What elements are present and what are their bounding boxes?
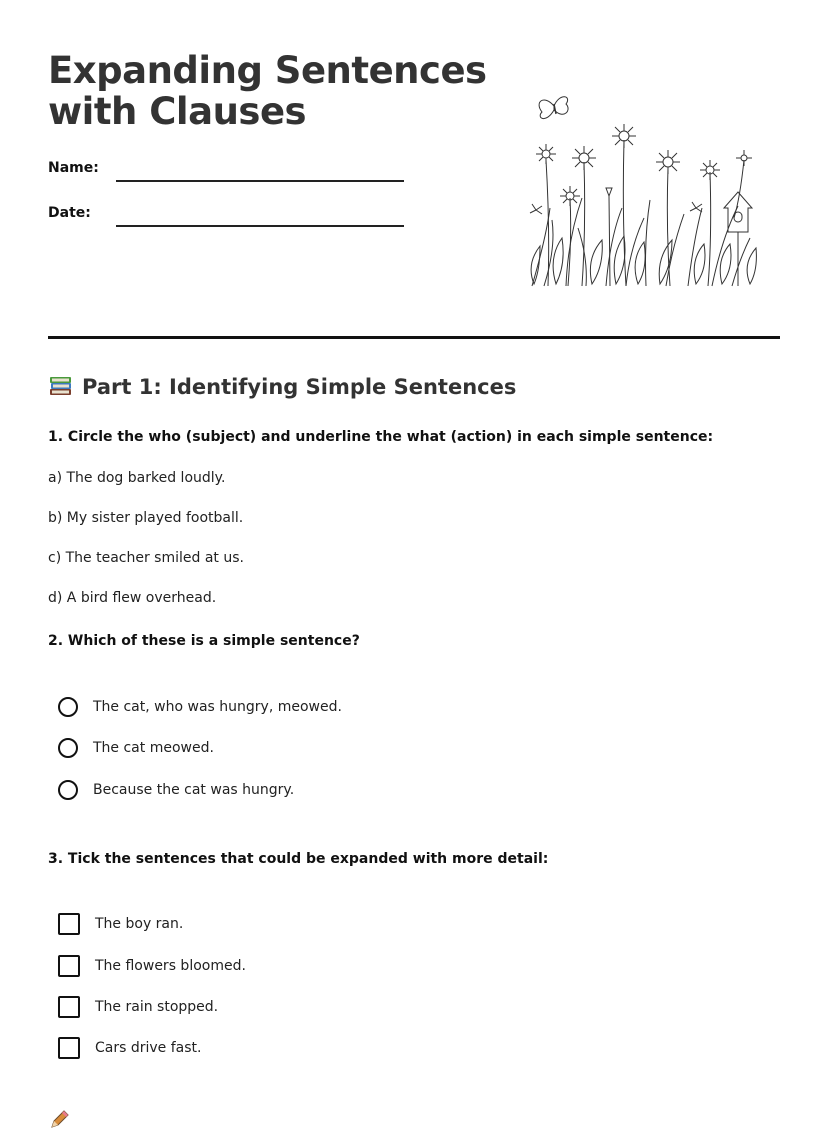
name-field-line[interactable]: [116, 180, 404, 182]
radio-button[interactable]: [58, 697, 78, 717]
sentence-item: a) The dog barked loudly.: [48, 470, 226, 486]
part2-heading: [48, 1108, 78, 1132]
title-line-1: Expanding Sentences: [48, 49, 487, 92]
flower-garden-illustration: [526, 88, 762, 294]
checkbox[interactable]: [58, 913, 80, 935]
q3-option-label: The flowers bloomed.: [95, 958, 246, 974]
q3-option-label: The boy ran.: [95, 916, 184, 932]
title-line-2: with Clauses: [48, 90, 307, 133]
date-label: Date:: [48, 205, 91, 221]
part1-heading-text: Part 1: Identifying Simple Sentences: [82, 375, 517, 399]
sentence-item: d) A bird flew overhead.: [48, 590, 217, 606]
checkbox[interactable]: [58, 1037, 80, 1059]
q2-option[interactable]: [58, 735, 214, 761]
butterfly-icon: [539, 97, 568, 119]
checkbox[interactable]: [58, 955, 80, 977]
worksheet-page: [48, 0, 780, 1118]
date-field-line[interactable]: [116, 225, 404, 227]
q3-option[interactable]: [58, 953, 246, 979]
q3-option[interactable]: [58, 994, 218, 1020]
sentence-item: b) My sister played football.: [48, 510, 244, 526]
question-3-prompt: 3. Tick the sentences that could be expanded with more detail:: [48, 851, 549, 867]
q3-option-label: Cars drive fast.: [95, 1040, 202, 1056]
worksheet-title: [48, 50, 488, 132]
pencil-icon: [48, 1109, 70, 1131]
question-1-prompt: 1. Circle the who (subject) and underline the what (action) in each simple sentence:: [48, 429, 714, 445]
sentence-item: c) The teacher smiled at us.: [48, 550, 244, 566]
q2-option-label: Because the cat was hungry.: [93, 782, 295, 798]
q3-option[interactable]: [58, 1035, 201, 1061]
q3-option[interactable]: [58, 911, 183, 937]
q2-option-label: The cat, who was hungry, meowed.: [93, 699, 342, 715]
section-divider: [48, 336, 780, 339]
part1-heading: [48, 374, 516, 399]
radio-button[interactable]: [58, 780, 78, 800]
checkbox[interactable]: [58, 996, 80, 1018]
books-icon: [48, 374, 74, 398]
q2-option[interactable]: [58, 694, 342, 720]
q3-option-label: The rain stopped.: [95, 999, 219, 1015]
question-2-prompt: 2. Which of these is a simple sentence?: [48, 633, 360, 649]
name-label: Name:: [48, 160, 99, 176]
q2-option-label: The cat meowed.: [93, 740, 214, 756]
radio-button[interactable]: [58, 738, 78, 758]
q2-option[interactable]: [58, 777, 294, 803]
